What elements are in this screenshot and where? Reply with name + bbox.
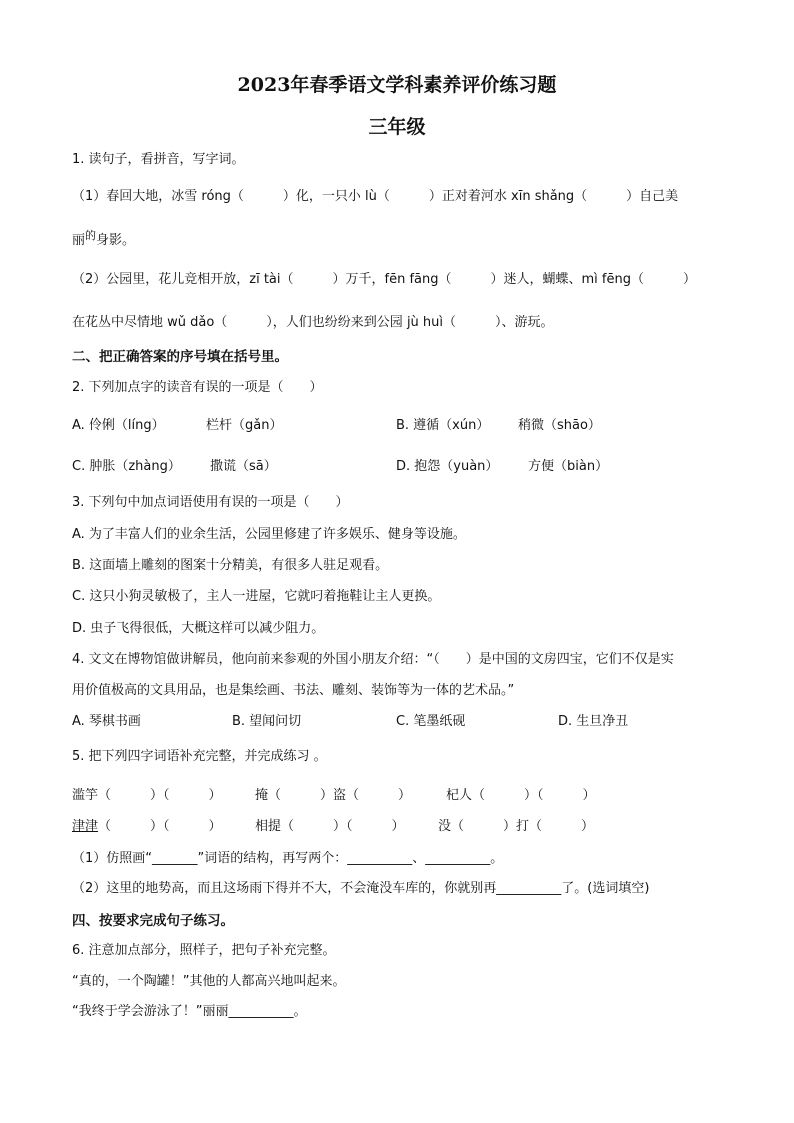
q2-option-c1: C. 肿胀（zhàng） xyxy=(72,459,181,474)
q5-idiom-4-rest: （ ）（ ） xyxy=(98,819,222,834)
q4-line1: 4. 文文在博物馆做讲解员，他向前来参观的外国小朋友介绍：“（ ）是中国的文房四宝，它们不仅是实 xyxy=(72,652,674,667)
q5-subquestion-1: （1）仿照画“_______”词语的结构，再写两个：__________、__________。 xyxy=(72,851,504,866)
q3-option-b: B. 这面墙上雕刻的图案十分精美，有很多人驻足观看。 xyxy=(72,558,389,573)
q1-part1-line1: （1）春回大地，冰雪 róng（ ）化，一只小 lù（ ）正对着河水 xīn shǎng（ ）自己美 xyxy=(72,189,679,204)
q5-subquestion-2: （2）这里的地势高，而且这场雨下得并不大，不会淹没车库的，你就别再__________了。(选词填空) xyxy=(72,881,650,896)
q2-option-b2: 稍微（shāo） xyxy=(518,418,601,433)
q3-option-c: C. 这只小狗灵敏极了，主人一进屋，它就叼着拖鞋让主人更换。 xyxy=(72,589,441,604)
q2-option-d2: 方便（biàn） xyxy=(528,459,609,474)
q5-idiom-4 xyxy=(72,818,222,836)
q5-idiom-2: 掩（ ）盗（ ） xyxy=(255,788,412,803)
q5-idiom-3: 杞人（ ）（ ） xyxy=(446,788,596,803)
q1-part2-line2: 在花丛中尽情地 wǔ dǎo（ ），人们也纷纷来到公园 jù huì（ ）、游玩。 xyxy=(72,315,554,330)
q6-task: “我终于学会游泳了！”丽丽__________。 xyxy=(72,1004,307,1019)
q4-line2: 用价值极高的文具用品，也是集绘画、书法、雕刻、装饰等为一体的艺术品。” xyxy=(72,683,515,698)
q5-stem: 5. 把下列四字词语补充完整，并完成练习 。 xyxy=(72,749,327,764)
q4-option-b: B. 望闻问切 xyxy=(232,714,302,729)
q5-idiom-1: 滥竽（ ）（ ） xyxy=(72,788,222,803)
q4-option-a: A. 琴棋书画 xyxy=(72,714,141,729)
q1-part2-line1: （2）公园里，花儿竞相开放，zī tài（ ）万千，fēn fāng（ ）迷人，蝴蝶、mì fēng（ ） xyxy=(72,272,696,287)
section4-heading: 四、按要求完成句子练习。 xyxy=(72,913,234,929)
q2-option-d1: D. 抱怨（yuàn） xyxy=(396,459,499,474)
q3-option-d: D. 虫子飞得很低，大概这样可以减少阻力。 xyxy=(72,621,325,636)
exam-title: 2023年春季语文学科素养评价练习题 xyxy=(237,74,557,96)
q1-part1-line2-b: 身影。 xyxy=(96,233,136,248)
q5-idiom-5: 相提（ ）（ ） xyxy=(255,819,405,834)
q6-example: “真的，一个陶罐！”其他的人都高兴地叫起来。 xyxy=(72,974,346,989)
q2-option-c2: 撒谎（sā） xyxy=(210,459,277,474)
q4-option-d: D. 生旦净丑 xyxy=(558,714,629,729)
q1-part1-line2-sup: 的 xyxy=(85,229,97,242)
q3-option-a: A. 为了丰富人们的业余生活，公园里修建了许多娱乐、健身等设施。 xyxy=(72,527,466,542)
q5-idiom-4-underlined: 津津 xyxy=(72,819,99,834)
section2-heading: 二、把正确答案的序号填在括号里。 xyxy=(72,349,288,365)
q1-stem: 1. 读句子，看拼音，写字词。 xyxy=(72,152,245,167)
q1-part1-line2-a: 丽 xyxy=(72,233,86,248)
q2-option-a2: 栏杆（gǎn） xyxy=(206,418,283,433)
q2-option-b1: B. 遵循（xún） xyxy=(396,418,490,433)
q3-stem: 3. 下列句中加点词语使用有误的一项是（ ） xyxy=(72,495,349,510)
grade-subtitle: 三年级 xyxy=(368,116,426,138)
q2-option-a1: A. 伶俐（líng） xyxy=(72,418,165,433)
q1-part1-line2 xyxy=(72,229,136,250)
q2-stem: 2. 下列加点字的读音有误的一项是（ ） xyxy=(72,380,323,395)
q5-idiom-6: 没（ ）打（ ） xyxy=(438,819,595,834)
q4-option-c: C. 笔墨纸砚 xyxy=(396,714,466,729)
q6-stem: 6. 注意加点部分，照样子，把句子补充完整。 xyxy=(72,943,336,958)
